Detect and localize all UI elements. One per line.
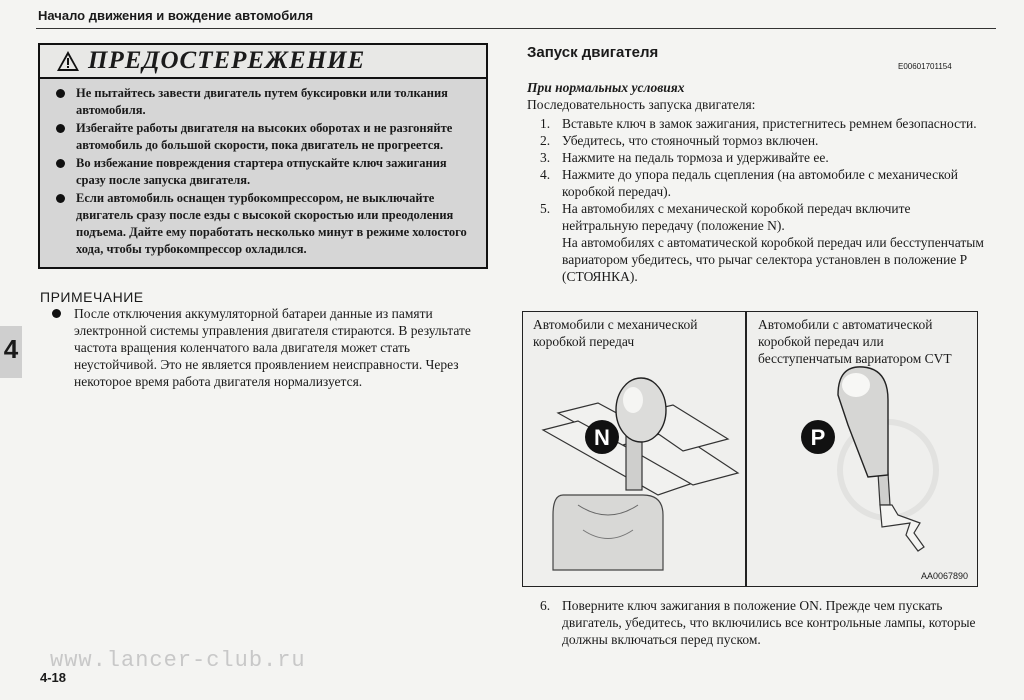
note-body bbox=[52, 305, 484, 390]
warning-item: Не пытайтесь завести двигатель путем буксировки или толкания автомобиля. bbox=[54, 85, 478, 119]
warning-title: ПРЕДОСТЕРЕЖЕНИЕ bbox=[88, 47, 366, 74]
warning-item: Если автомобиль оснащен турбокомпрессором, не выключайте двигатель сразу после езды с высокой скоростью или преодоления подъема. Дайте ему поработать несколько минут в режиме холостого хода, чтобы турбокомпрессор охладился. bbox=[54, 190, 478, 258]
note-text: После отключения аккумуляторной батареи данные из памяти электронной системы управления двигателя стираются. В результате частота вращения коленчатого вала двигателя может стать неустойчивой. Это не является проявлением неисправности. Через некоторое время работа двигателя нормализуется. bbox=[74, 306, 471, 389]
step-item: 2. Убедитесь, что стояночный тормоз включен. bbox=[540, 133, 819, 148]
manual-gearshift-illustration bbox=[523, 355, 743, 585]
bullet-icon bbox=[56, 194, 65, 203]
warning-item: Во избежание повреждения стартера отпускайте ключ зажигания сразу после запуска двигателя. bbox=[54, 155, 478, 189]
step-item: 5. На автомобилях с механической коробкой передач включите нейтральную передачу (положение N). На автомобилях с автоматической коробкой передач или бесступенчатым вариатором убедитесь, что рычаг селектора установлен в положение P (СТОЯНКА). bbox=[540, 201, 984, 284]
bullet-icon bbox=[56, 124, 65, 133]
chapter-tab-number: 4 bbox=[3, 334, 19, 364]
note-label: ПРИМЕЧАНИЕ bbox=[40, 289, 144, 305]
page-number: 4-18 bbox=[40, 670, 67, 685]
step-item: 6. Поверните ключ зажигания в положение ON. Прежде чем пускать двигатель, убедитесь, что включились все контрольные лампы, которые должны включаться перед пуском. bbox=[540, 598, 976, 647]
page-header-title: Начало движения и вождение автомобиля bbox=[38, 8, 314, 23]
header-divider bbox=[36, 28, 996, 29]
warning-triangle-icon bbox=[56, 50, 80, 72]
step-item: 1. Вставьте ключ в замок зажигания, пристегнитесь ремнем безопасности. bbox=[540, 116, 977, 131]
step-item: 3. Нажмите на педаль тормоза и удерживайте ее. bbox=[540, 150, 829, 165]
section-code: E00601701154 bbox=[898, 62, 952, 71]
subsection-title: При нормальных условиях bbox=[527, 80, 685, 95]
figure-caption-manual: Автомобили с механической коробкой передач bbox=[533, 317, 698, 349]
figure-caption-automatic: Автомобили с автоматической коробкой передач или бесступенчатым вариатором CVT bbox=[758, 317, 952, 366]
automatic-selector-illustration bbox=[748, 355, 976, 565]
warning-header bbox=[40, 45, 486, 79]
warning-box bbox=[38, 43, 488, 269]
sequence-intro: Последовательность запуска двигателя: bbox=[527, 97, 756, 112]
step-item: 4. Нажмите до упора педаль сцепления (на автомобиле с механической коробкой передач). bbox=[540, 167, 958, 199]
steps-list bbox=[540, 115, 990, 285]
warning-item: Избегайте работы двигателя на высоких оборотах и не разгоняйте автомобиль до большой скорости, пока двигатель не прогреется. bbox=[54, 120, 478, 154]
figure-id: AA0067890 bbox=[921, 571, 969, 581]
bullet-icon bbox=[52, 309, 61, 318]
figure-divider bbox=[745, 311, 747, 587]
bullet-icon bbox=[56, 89, 65, 98]
warning-list bbox=[54, 85, 478, 259]
park-badge-label: P bbox=[810, 425, 826, 450]
watermark-url: www.lancer-club.ru bbox=[50, 648, 306, 673]
section-title: Запуск двигателя bbox=[527, 44, 659, 61]
bullet-icon bbox=[56, 159, 65, 168]
neutral-badge-label: N bbox=[594, 425, 610, 450]
